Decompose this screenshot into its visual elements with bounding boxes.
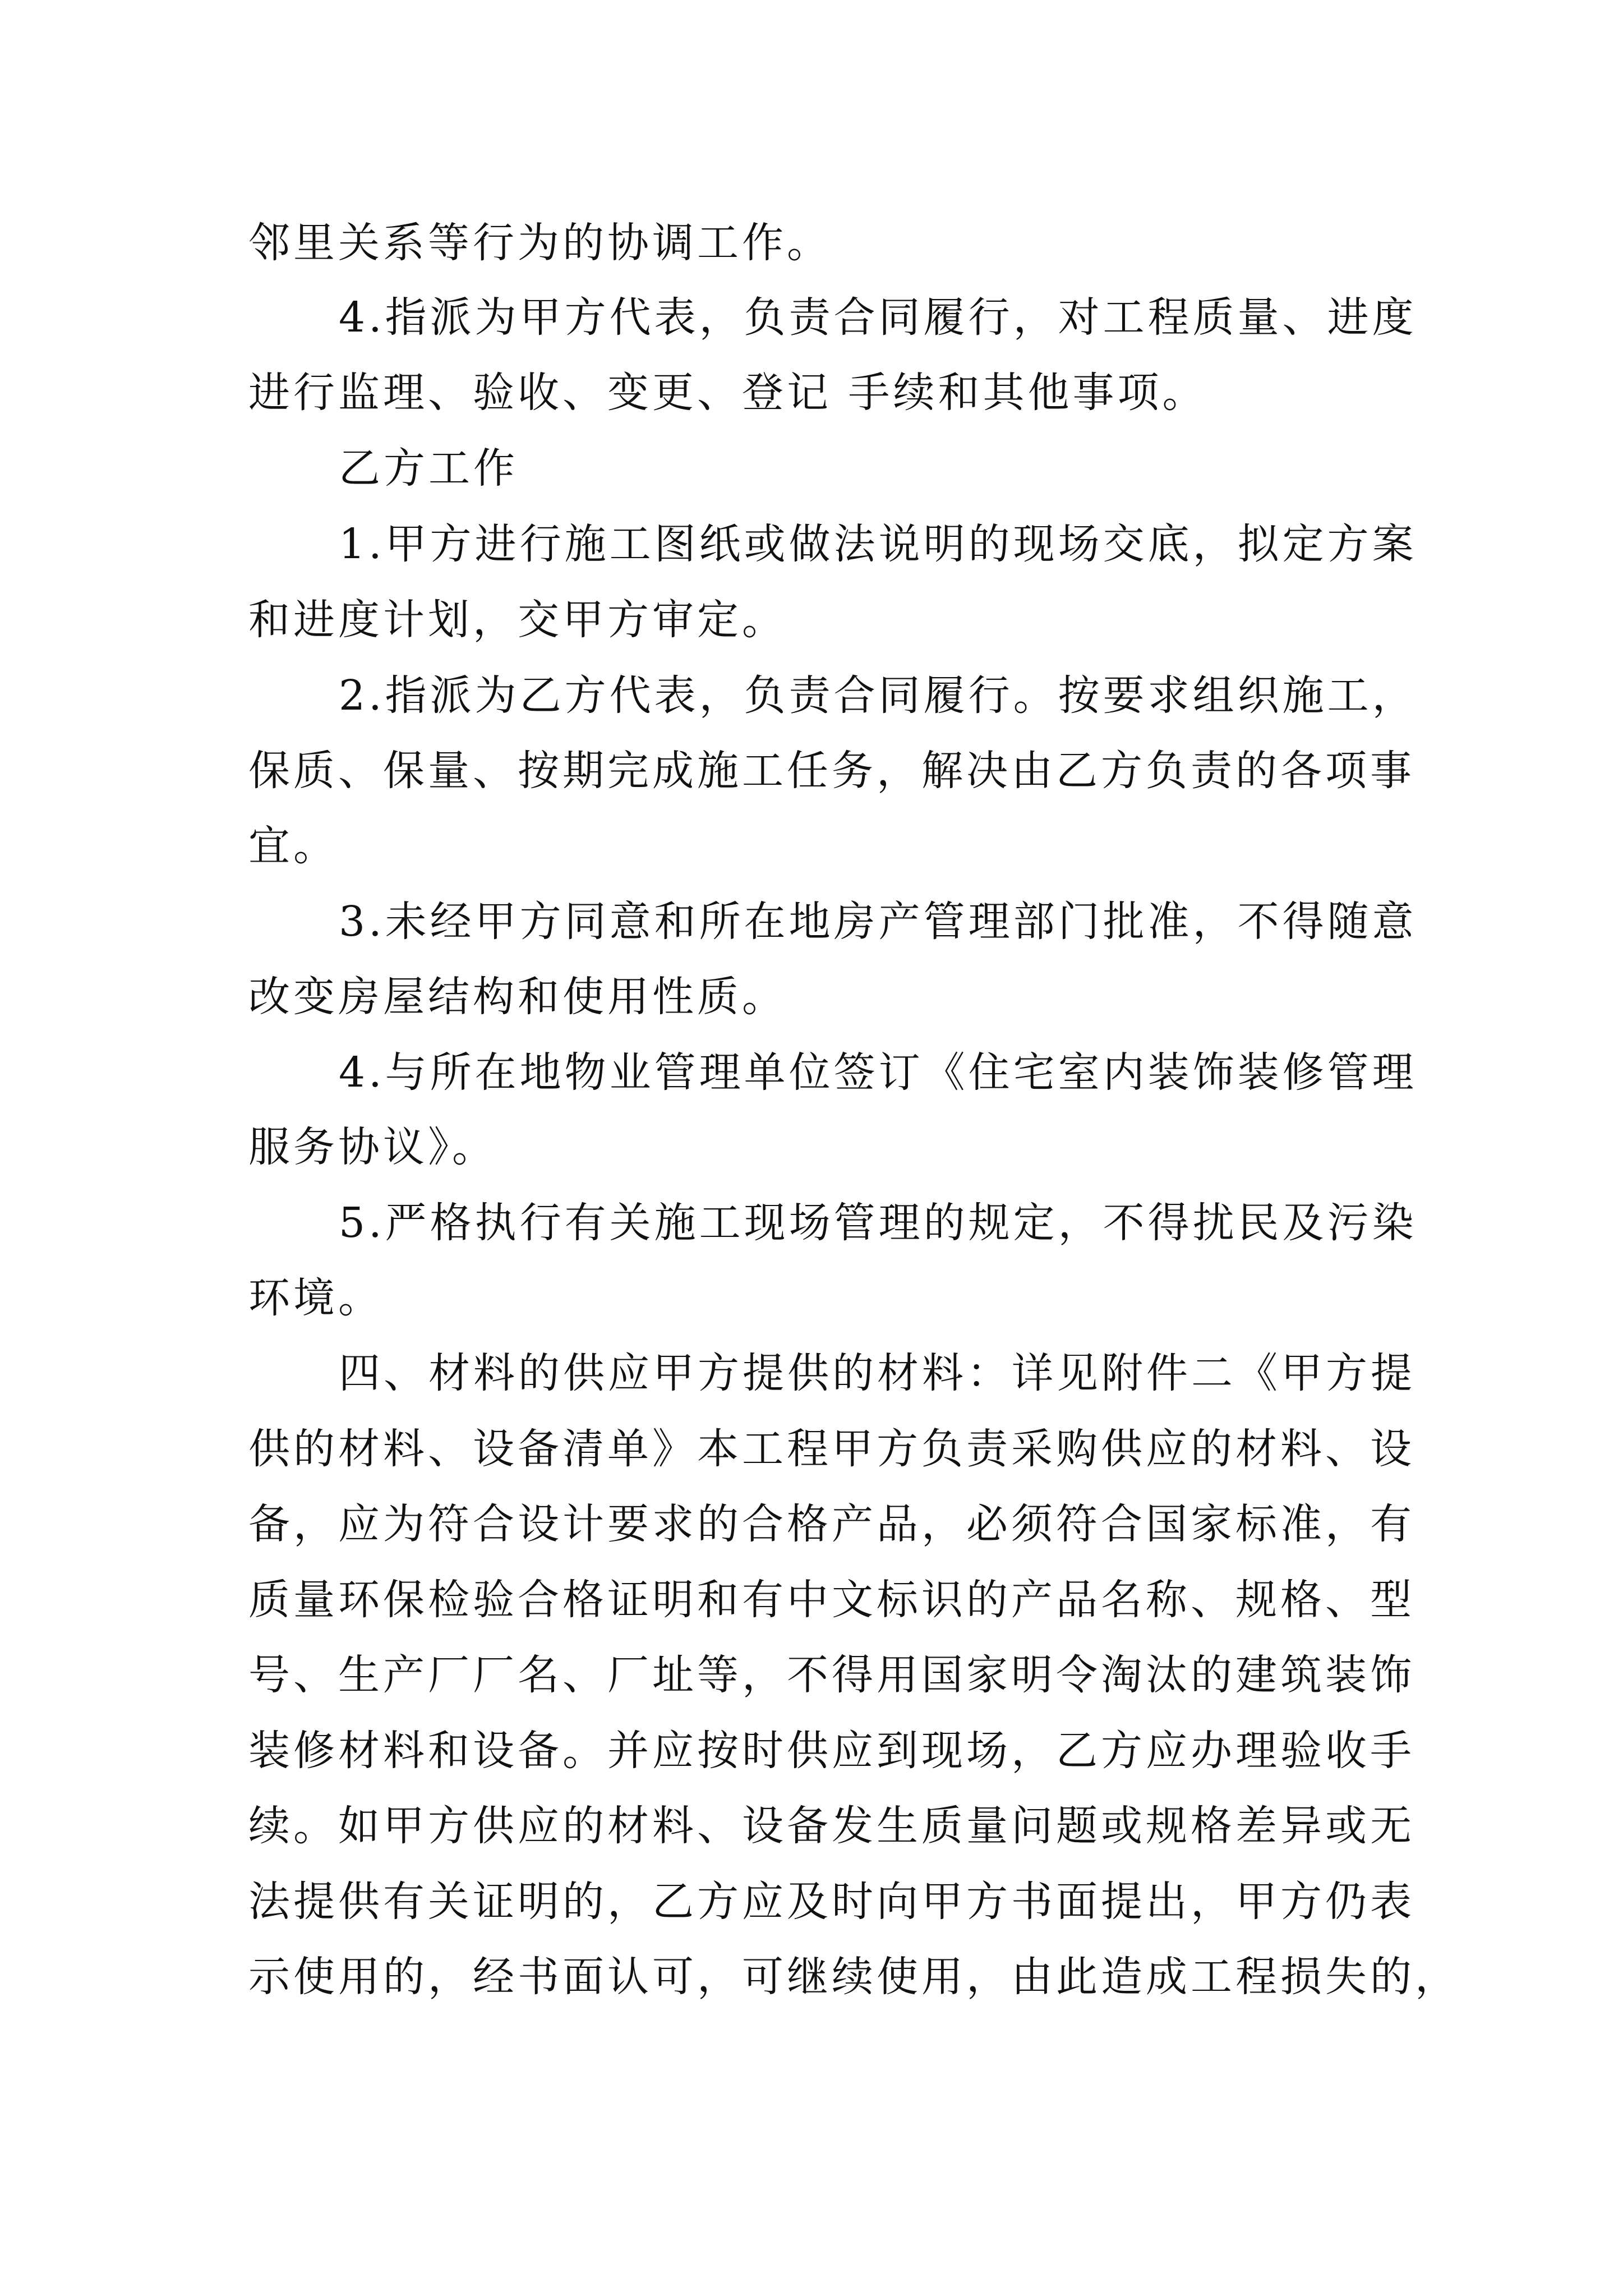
text-line: 1.甲方进行施工图纸或做法说明的现场交底，拟定方案 <box>339 520 1417 568</box>
text-line: 改变房屋结构和使用性质。 <box>248 973 787 1021</box>
text-line: 宜。 <box>248 822 338 870</box>
text-line: 四、材料的供应甲方提供的材料：详见附件二《甲方提 <box>339 1349 1415 1397</box>
text-line: 邻里关系等行为的协调工作。 <box>248 219 832 267</box>
text-line: 示使用的，经书面认可，可继续使用，由此造成工程损失的， <box>248 1953 1460 2001</box>
text-line: 3.未经甲方同意和所在地房产管理部门批准，不得随意 <box>339 898 1417 946</box>
text-line: 进行监理、验收、变更、登记 手续和其他事项。 <box>248 369 1207 417</box>
text-line: 法提供有关证明的，乙方应及时向甲方书面提出，甲方仍表 <box>248 1878 1415 1926</box>
text-line: 备，应为符合设计要求的合格产品，必须符合国家标准，有 <box>248 1500 1415 1548</box>
text-line: 4.指派为甲方代表，负责合同履行，对工程质量、进度 <box>339 293 1417 342</box>
text-line: 和进度计划，交甲方审定。 <box>248 596 787 644</box>
text-line: 4.与所在地物业管理单位签订《住宅室内装饰装修管理 <box>339 1048 1417 1097</box>
text-line: 续。如甲方供应的材料、设备发生质量问题或规格差异或无 <box>248 1802 1415 1850</box>
text-line: 服务协议》。 <box>248 1123 497 1171</box>
section-heading: 乙方工作 <box>339 444 518 493</box>
text-line: 保质、保量、按期完成施工任务，解决由乙方负责的各项事 <box>248 747 1415 795</box>
text-line: 供的材料、设备清单》本工程甲方负责采购供应的材料、设 <box>248 1425 1415 1473</box>
text-line: 5.严格执行有关施工现场管理的规定，不得扰民及污染 <box>339 1199 1417 1247</box>
text-line: 环境。 <box>248 1274 383 1322</box>
text-line: 号、生产厂厂名、厂址等，不得用国家明令淘汰的建筑装饰 <box>248 1651 1415 1699</box>
text-line: 2.指派为乙方代表，负责合同履行。按要求组织施工， <box>339 671 1417 720</box>
text-line: 装修材料和设备。并应按时供应到现场，乙方应办理验收手 <box>248 1727 1415 1775</box>
text-line: 质量环保检验合格证明和有中文标识的产品名称、规格、型 <box>248 1576 1415 1624</box>
